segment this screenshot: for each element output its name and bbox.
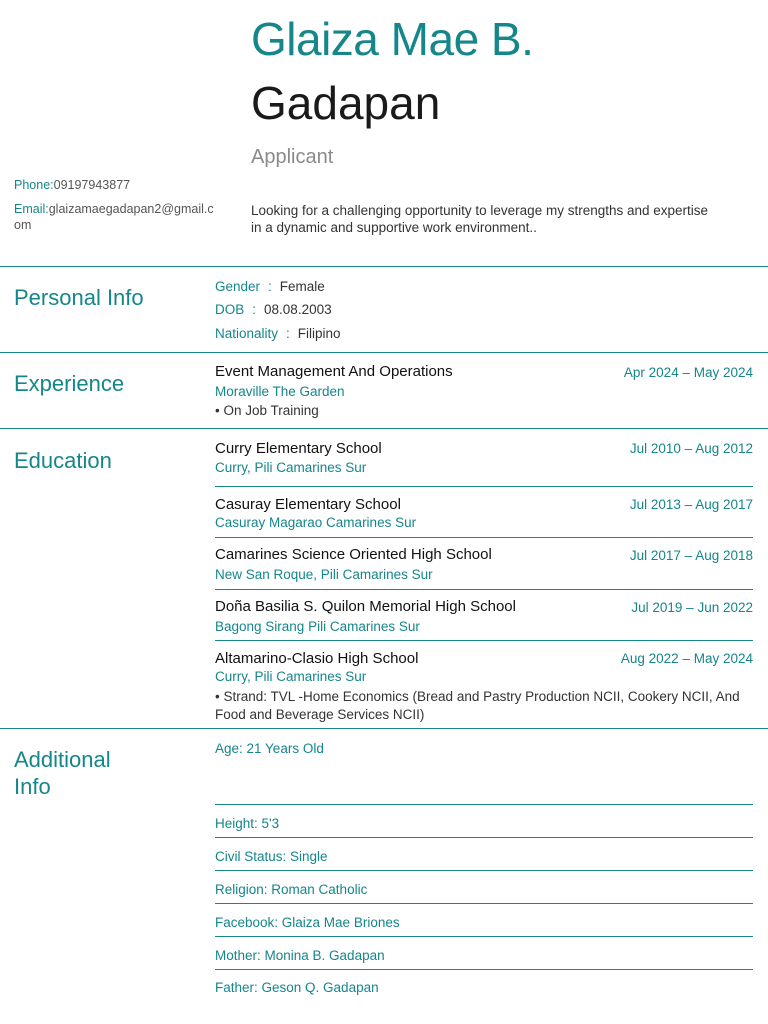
kv-key: DOB [215,302,245,317]
additional-info-item: Age: 21 Years Old [215,741,324,756]
education-title: Camarines Science Oriented High School [215,546,492,563]
education-date: Jul 2013 – Aug 2017 [629,497,753,512]
entry-divider [215,804,753,805]
education-place: Curry, Pili Camarines Sur [215,669,367,684]
section-title-personal-info: Personal Info [14,285,144,310]
entry-divider [215,589,753,590]
phone-line [14,177,214,193]
additional-info-item: Religion: Roman Catholic [215,882,368,897]
education-date: Jul 2017 – Aug 2018 [629,548,753,563]
entry-divider [215,837,753,838]
education-date: Jul 2010 – Aug 2012 [629,441,753,456]
applicant-last-name: Gadapan [251,77,441,129]
summary-text: Looking for a challenging opportunity to leverage my strengths and expertise in a dynamic and supportive work environment.. [251,203,709,235]
section-divider [0,266,768,267]
education-title: Doña Basilia S. Quilon Memorial High School [215,598,516,615]
education-place: Bagong Sirang Pili Camarines Sur [215,619,420,634]
education-title: Casuray Elementary School [215,496,401,513]
experience-place: Moraville The Garden [215,384,345,399]
email-line [14,201,214,233]
applicant-role: Applicant [251,146,334,168]
kv-value: Filipino [297,326,341,341]
kv-key: Nationality [215,326,279,341]
entry-divider [215,903,753,904]
personal-info-nationality [215,326,341,341]
entry-divider [215,486,753,487]
kv-separator: : [268,279,272,294]
personal-info-gender [215,279,325,294]
section-divider [0,728,768,729]
education-note: • Strand: TVL -Home Economics (Bread and Pastry Production NCII, Cookery NCII, And Food and Beverage Services NCII) [215,689,740,722]
section-title-additional-info [14,746,111,800]
experience-date: Apr 2024 – May 2024 [623,365,753,380]
entry-divider [215,640,753,641]
section-divider [0,352,768,353]
education-place: Casuray Magarao Camarines Sur [215,515,417,530]
education-title: Altamarino-Clasio High School [215,650,419,667]
email-label: Email: [14,202,49,216]
phone-label: Phone: [14,178,54,192]
section-title-line: Info [14,774,51,799]
personal-info-dob [215,302,332,317]
section-title-education: Education [14,448,112,473]
additional-info-item: Mother: Monina B. Gadapan [215,948,385,963]
experience-note: • On Job Training [215,403,319,418]
entry-divider [215,537,753,538]
additional-info-item: Facebook: Glaiza Mae Briones [215,915,400,930]
education-place: Curry, Pili Camarines Sur [215,460,367,475]
kv-value: 08.08.2003 [264,302,332,317]
entry-divider [215,936,753,937]
entry-divider [215,870,753,871]
entry-divider [215,969,753,970]
section-divider [0,428,768,429]
education-date: Jul 2019 – Jun 2022 [631,600,753,615]
additional-info-item: Height: 5'3 [215,816,280,831]
education-date: Aug 2022 – May 2024 [620,651,753,666]
applicant-first-name: Glaiza Mae B. [251,13,534,65]
additional-info-item: Father: Geson Q. Gadapan [215,980,379,995]
kv-value: Female [279,279,325,294]
kv-key: Gender [215,279,261,294]
section-title-experience: Experience [14,371,125,396]
additional-info-item: Civil Status: Single [215,849,328,864]
kv-separator: : [286,326,290,341]
phone-value: 09197943877 [53,178,131,192]
kv-separator: : [252,302,257,317]
experience-title: Event Management And Operations [215,363,453,380]
education-place: New San Roque, Pili Camarines Sur [215,567,433,582]
education-title: Curry Elementary School [215,440,382,457]
email-value: glaizamaegadapan2@gmail.com [14,202,214,232]
section-title-line: Additional [14,747,111,772]
